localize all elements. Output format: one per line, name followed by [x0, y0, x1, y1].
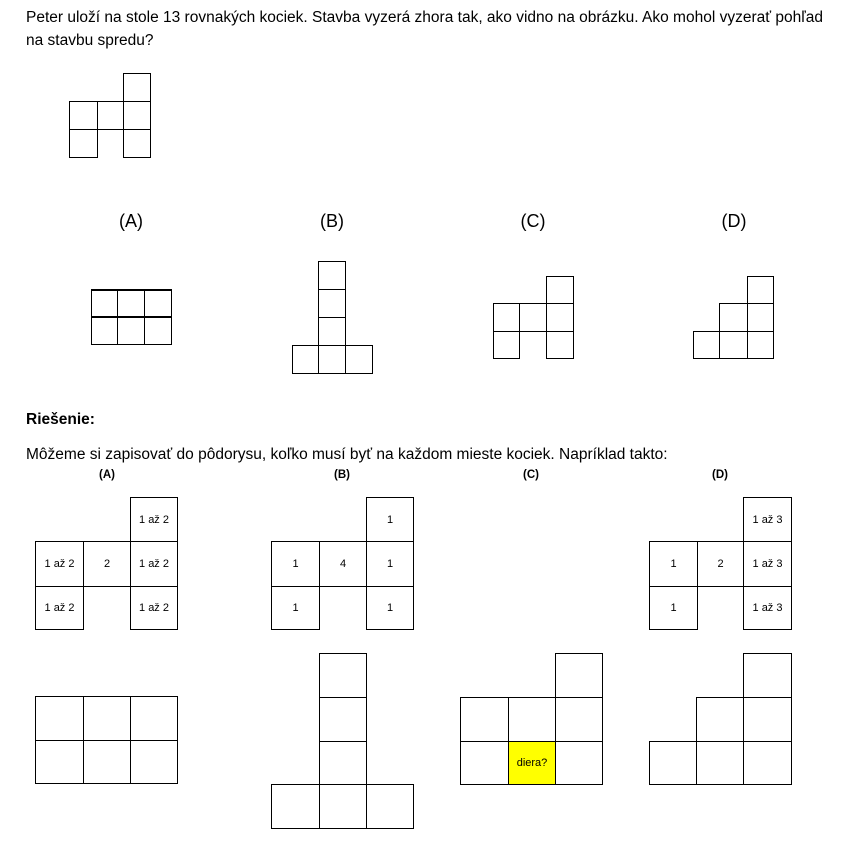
- front-cell: [460, 741, 509, 785]
- front-cell: [319, 653, 367, 698]
- option-d-cell: [719, 303, 748, 332]
- option-b-cell: [318, 261, 346, 290]
- front-cell: [271, 784, 320, 829]
- hole-cell: diera?: [508, 741, 556, 785]
- grid-cell: 1: [649, 541, 698, 587]
- option-d-cell: [747, 276, 774, 304]
- top-view-cell: [97, 101, 124, 130]
- option-a-cell: [117, 289, 145, 317]
- top-view-cell: [69, 101, 98, 130]
- grid-cell: 1 až 2: [35, 586, 84, 630]
- grid-cell: 1 až 2: [130, 497, 178, 542]
- front-cell: [366, 784, 414, 829]
- front-cell: [696, 741, 744, 785]
- front-cell: [319, 741, 367, 786]
- front-cell: [319, 784, 367, 829]
- option-b-cell: [345, 345, 373, 374]
- grid-cell: 1: [649, 586, 698, 630]
- option-c-cell: [493, 331, 520, 359]
- option-d-cell: [747, 303, 774, 332]
- grid-cell: 1 až 3: [743, 541, 792, 587]
- front-cell: [83, 696, 131, 741]
- front-cell: [743, 741, 792, 785]
- option-a-cell: [144, 316, 172, 345]
- option-d-cell: [719, 331, 748, 359]
- option-c-label: (C): [520, 211, 546, 231]
- front-cell: [35, 740, 84, 784]
- grid-cell: 1: [366, 497, 414, 542]
- option-c-cell: [546, 303, 574, 332]
- top-view-cell: [123, 101, 151, 130]
- grid-cell: 1: [366, 541, 414, 587]
- option-b-cell: [318, 317, 346, 346]
- grid-cell: 1: [271, 586, 320, 630]
- grid-cell: 1 až 2: [130, 586, 178, 630]
- option-d-label: (D): [721, 211, 747, 231]
- solution-heading: Riešenie:: [26, 411, 95, 428]
- front-cell: [555, 653, 603, 698]
- grid-cell: 2: [697, 541, 744, 587]
- grid-cell: 1: [271, 541, 320, 587]
- top-view-cell: [123, 73, 151, 102]
- front-cell: [130, 696, 178, 741]
- option-d-cell: [747, 331, 774, 359]
- front-cell: [555, 741, 603, 785]
- option-a-label: (A): [119, 211, 143, 231]
- option-c-cell: [546, 331, 574, 359]
- question-text: Peter uloží na stole 13 rovnakých kociek. Stavba vyzerá zhora tak, ako vidno na obrázku. Ako mohol vyzerať pohľad na stavbu spredu?: [26, 9, 823, 49]
- grid-cell: 1 až 3: [743, 497, 792, 542]
- option-c-cell: [493, 303, 520, 332]
- option-a-cell: [144, 289, 172, 317]
- grid-cell: 1 až 3: [743, 586, 792, 630]
- front-cell: [83, 740, 131, 784]
- front-cell: [743, 697, 792, 742]
- top-view-cell: [69, 129, 98, 158]
- solution-label-b: (B): [334, 469, 350, 481]
- option-c-cell: [546, 276, 574, 304]
- option-a-cell: [117, 316, 145, 345]
- option-b-cell: [292, 345, 319, 374]
- grid-cell: 2: [83, 541, 131, 587]
- front-cell: [319, 697, 367, 742]
- front-cell: [649, 741, 697, 785]
- option-a-cell: [91, 316, 118, 345]
- front-cell: [35, 696, 84, 741]
- grid-cell: 4: [319, 541, 367, 587]
- front-cell: [130, 740, 178, 784]
- solution-text: Môžeme si zapisovať do pôdorysu, koľko musí byť na každom mieste kociek. Napríklad takto:: [26, 446, 668, 463]
- solution-label-d: (D): [712, 469, 728, 481]
- front-cell: [743, 653, 792, 698]
- front-cell: [460, 697, 509, 742]
- front-cell: [555, 697, 603, 742]
- option-b-cell: [318, 289, 346, 318]
- grid-cell: 1 až 2: [130, 541, 178, 587]
- option-d-cell: [693, 331, 720, 359]
- option-a-cell: [91, 289, 118, 317]
- option-c-cell: [519, 303, 547, 332]
- solution-label-a: (A): [99, 469, 115, 481]
- option-b-cell: [318, 345, 346, 374]
- option-b-label: (B): [320, 211, 344, 231]
- grid-cell: 1: [366, 586, 414, 630]
- front-cell: [508, 697, 556, 742]
- solution-label-c: (C): [523, 469, 539, 481]
- grid-cell: 1 až 2: [35, 541, 84, 587]
- top-view-cell: [123, 129, 151, 158]
- front-cell: [696, 697, 744, 742]
